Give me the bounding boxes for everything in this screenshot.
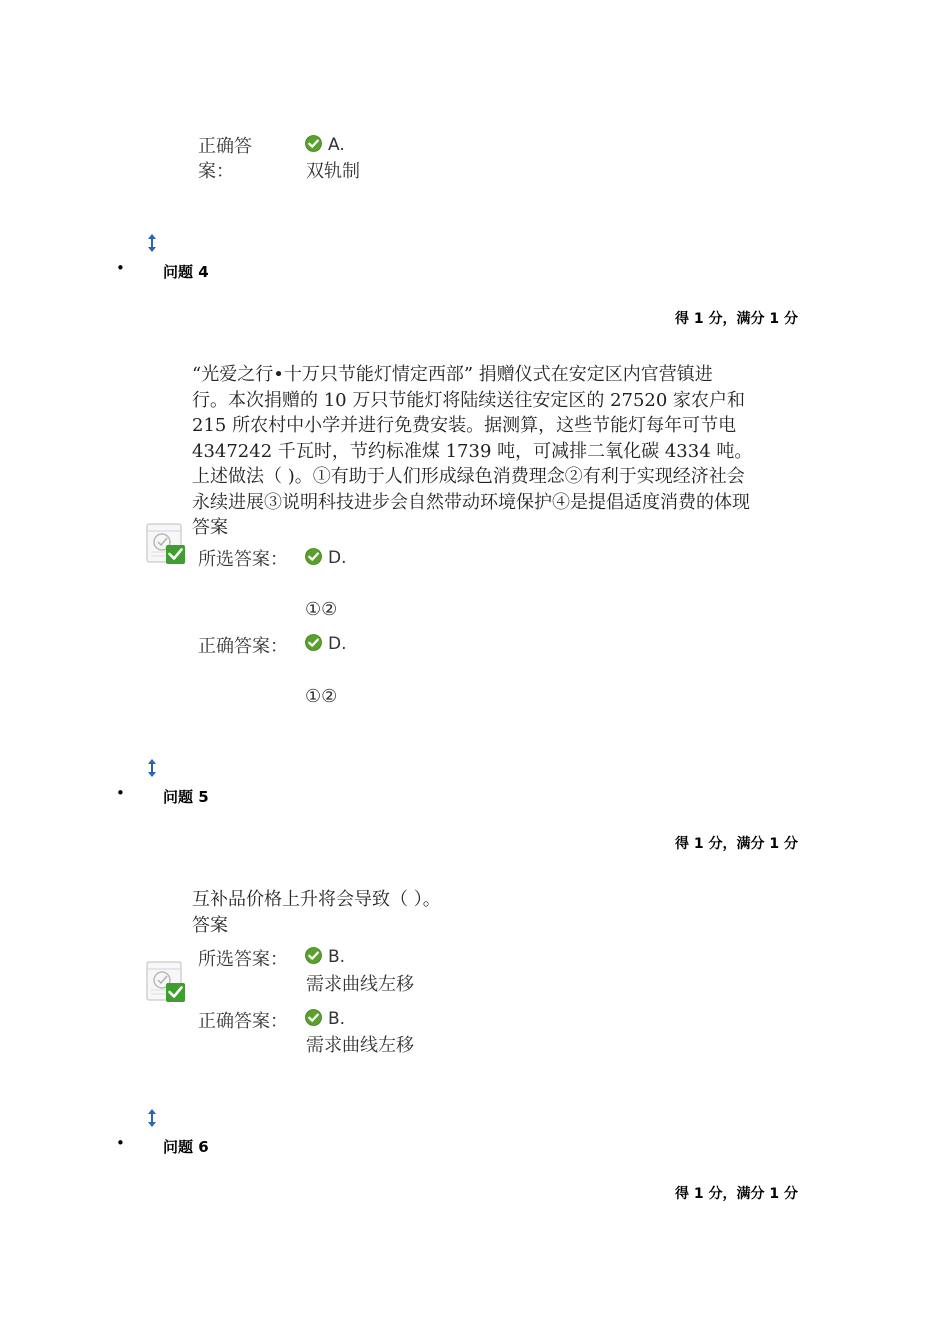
q5-correct-status-icon xyxy=(145,960,189,1004)
q4-correct-check-icon xyxy=(305,634,322,651)
q3-correct-letter: A. xyxy=(328,135,345,155)
q4-selected-check-icon xyxy=(305,548,322,565)
q4-question-text xyxy=(192,362,792,541)
q4-question-line: “光爱之行•十万只节能灯情定西部” 捐赠仪式在安定区内官营镇进 xyxy=(192,364,713,385)
q5-question-text xyxy=(192,887,792,938)
q6-title: 问题 6 xyxy=(163,1138,209,1156)
q4-correct-letter: D. xyxy=(328,634,347,654)
q4-answer-heading: 答案 xyxy=(192,517,228,538)
q5-question-line: 互补品价格上升将会导致（ ）。 xyxy=(192,889,441,910)
q5-selected-check-icon xyxy=(305,947,322,964)
q4-reorder-icon[interactable] xyxy=(146,233,158,253)
q4-question-line: 上述做法（ )。①有助于人们形成绿色消费理念②有利于实现经济社会 xyxy=(192,466,745,487)
q5-answer-heading: 答案 xyxy=(192,914,228,936)
q4-question-line: 行。本次捐赠的 10 万只节能灯将陆续送往安定区的 27520 家农户和 xyxy=(192,389,746,411)
q4-correct-status-icon xyxy=(145,522,189,566)
q4-selected-answer-label: 所选答案： xyxy=(198,549,288,570)
q5-correct-text: 需求曲线左移 xyxy=(306,1035,414,1056)
q5-correct-letter: B. xyxy=(328,1009,346,1029)
q3-correct-answer-label: 正确答案： xyxy=(198,136,252,182)
q5-correct-answer-label: 正确答案： xyxy=(198,1011,288,1032)
q4-selected-text: ①② xyxy=(305,599,338,620)
q4-question-line: 永续进展③说明科技进步会自然带动环境保护④是提倡适度消费的体现 xyxy=(192,491,750,513)
q4-correct-text: ①② xyxy=(305,686,338,707)
q3-correct-text: 双轨制 xyxy=(306,161,360,182)
q5-selected-answer-label: 所选答案： xyxy=(198,949,288,970)
q6-reorder-icon[interactable] xyxy=(146,1108,158,1128)
q5-correct-check-icon xyxy=(305,1009,322,1026)
q3-correct-check-icon xyxy=(305,135,322,152)
q5-selected-letter: B. xyxy=(328,947,346,967)
q4-correct-answer-label: 正确答案： xyxy=(198,636,288,657)
q4-question-line: 215 所农村中小学并进行免费安装。据测算，这些节能灯每年可节电 xyxy=(192,415,737,436)
q4-bullet: • xyxy=(116,259,125,277)
q5-title: 问题 5 xyxy=(163,788,209,806)
q4-score: 得 1 分，满分 1 分 xyxy=(675,311,798,327)
q4-selected-letter: D. xyxy=(328,548,347,568)
q5-reorder-icon[interactable] xyxy=(146,758,158,778)
q4-question-line: 4347242 千瓦时，节约标准煤 1739 吨，可减排二氧化碳 4334 吨。 xyxy=(192,440,753,462)
q4-title: 问题 4 xyxy=(163,263,209,281)
q6-bullet: • xyxy=(116,1134,125,1152)
q6-score: 得 1 分，满分 1 分 xyxy=(675,1186,798,1202)
q5-score: 得 1 分，满分 1 分 xyxy=(675,836,798,852)
q5-selected-text: 需求曲线左移 xyxy=(306,974,414,995)
q5-bullet: • xyxy=(116,784,125,802)
